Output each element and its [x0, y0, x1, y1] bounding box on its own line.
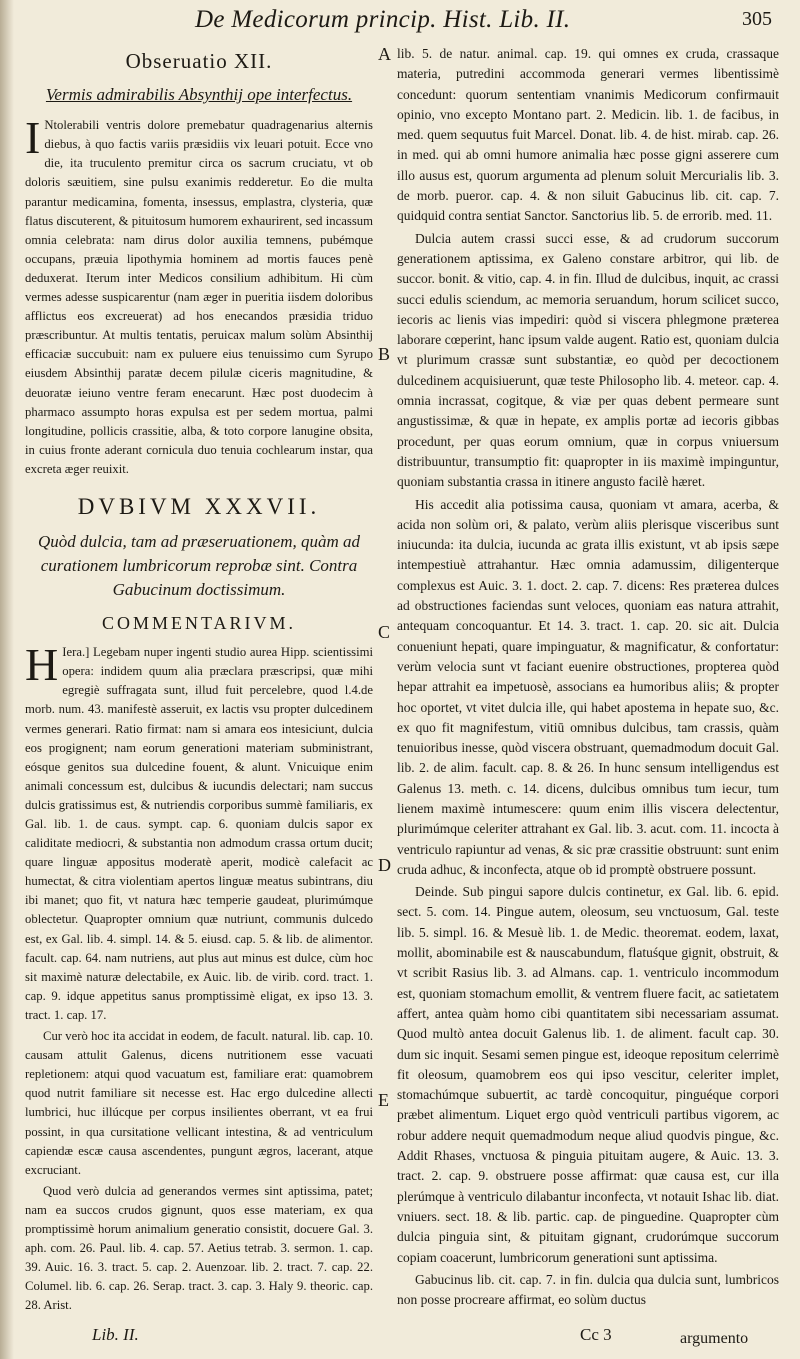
- catchword: argumento: [680, 1330, 749, 1347]
- commentarium-heading: COMMENTARIVM.: [101, 613, 297, 634]
- signature-mark: Cc 3: [580, 1325, 612, 1344]
- body-paragraph: Deinde. Sub pingui sapore dulcis continetur, ex Gal. lib. 6. epid. sect. 5. com. 14. Pingue autem, oleosum, seu vnctuosum, Gal. teste lib. 5. simpl. 16. & Mesuè lib. 1. de Medic. theoremat. eodem, laxat, mollit, abominabile est & nauscabundum, flatuśque gignit, obstruit, & vt scribit Rasius lib. 3. ad Almans. cap. 1. ventriculo incommodum est, quoniam stomachum emollit, & ventrem fluere facit, ac satietatem affert, antea quàm homo cibi quantitatem sibi necessariam assumat. Quod multò antea docuit Galenus lib. 1. de aliment. facult cap. 30. dum sic inquit. Sesami semen pingue est, ideoque repositum celerrimè fit oleosum, quamobrem eos qui ipso vescitur, celeriter implet, stomachúmque subuertit, ac tardè concoquitur, pinguéque corpori præbet alimentum. Liquet ergo quòd ventriculi partibus vigorem, ac robur addere nequit quemadmodum neque aliud quodvis pingue, &c. Addit Rhases, vnctuosa & pinguia pituitam augere, & Auic. 13. 3. tract. 2. cap. 9. obstruere posse affirmat: quæ causa est, cur illa plerúmque à ventriculo dilabantur inconfecta, vt notauit Ishac lib. diat. vniuers. sect. 18. & lib. partic. cap. de pinguedine. Quapropter cùm dulcia pinguia sint, & pituitam gignant, crudorúmque succorum copiam coacerunt, lumbricorum generationi sunt aptissima.: [397, 884, 779, 1265]
- margin-letter: B: [378, 344, 391, 364]
- commentary-paragraph: [25, 639, 373, 1025]
- margin-letter: A: [378, 44, 391, 64]
- margin-letter: E: [378, 1090, 389, 1110]
- right-column: [397, 44, 779, 1310]
- page-number: 305: [742, 8, 772, 30]
- commentary-paragraph: Quod verò dulcia ad generandos vermes sint aptissima, patet; nam ea succos crudos gignunt, quos esse materiam, ex qua promptissimè horum animalium generatio consistit, docuere Gal. 3. aph. com. 26. Paul. lib. 4. cap. 57. Aetius tetrab. 3. sermon. 1. cap. 39. Auic. 16. 3. tract. 5. cap. 2. Auenzoar. lib. 2. tract. 7. cap. 22. Columel. lib. 6. cap. 26. Serap. tract. 3. cap. 3. Haly 9. theoric. cap. 28. Arist.: [25, 1183, 373, 1313]
- body-paragraph: lib. 5. de natur. animal. cap. 19. qui omnes ex cruda, crassaque materia, putredini accommoda generari vermes libentissimè concedunt: quorum sententiam vnanimis Medicorum confirmauit opinio, vno excepto Montano part. 2. Medicin. lib. 1. de facibus, in med. quem sequutus fuit Marcel. Donat. lib. 4. de hist. mirab. cap. 26. in med. qui ab omni humore animalia hæc posse gigni asserere cum illo ausus est, quorum argumenta ad plenum soluit Mercurialis lib. 3. de morb. pueror. cap. 4. & non siluit Gabucinus lib. cit. cap. 7. quidquid contra sentiat Sanctor. Sanctorius lib. 5. de errorib. med. 11.: [397, 46, 779, 224]
- drop-cap: I: [25, 112, 41, 164]
- observation-subtitle: Vermis admirabilis Absynthij ope interfectus.: [45, 85, 353, 105]
- body-paragraph: His accedit alia potissima causa, quoniam vt amara, acerba, & acida non solùm ori, & palato, verùm aliis plerisque visceribus sunt iniucunda: ita dulcia, iucunda ac grata illis existunt, vt ab ipsis sæpe intempestiuè attrahantur. Hæc omnia adamussim, diligenterque complexus est Auic. 3. 1. doct. 2. cap. 7. dicens: Res præterea dulces ad obstructiones faciendas sunt veloces, quoniam eas natura attrahit, antequam concoquantur. Et 14. 3. tract. 1. cap. 20. sic ait. Dulcia conueniunt hepati, quare impinguatur, & magnificatur, & confortatur: verùm velocia sunt vt faciant euenire obstructiones, propterea quòd hepar attrahit ea impetuosè, associans ea humoribus aliis; & propter hoc oportet, vt vitet dulcia ille, qui habet apostema in hepate suo, &c. ex quo fit magnifestum, vitiū omnibus dulcibus, tam crassis, quàm tenuioribus inesse, quòd viscera obstruant, quemadmodum docuit Gal. lib. 2. de alim. facult. cap. 8. & 26. In hunc sensum intelligendus est Galenus 13. meth. c. 14. dicens, dulcibus omnibus tum iecur, tum lienem maximè intumescere: quum enim illis viscera delectentur, plurimúmque celeriter attrahant ex Gal. lib. 3. acut. com. 11. incocta à ventriculo rapiuntur ad venas, & sic præ crassitie obstruunt: sunt enim cruda adhuc, & inconfecta, atque ob id promptè obstruere possunt.: [397, 496, 779, 877]
- observation-text: Ntolerabili ventris dolore premebatur quadragenarius alternis diebus, à quo factis variis præsidiis vix leuari potuit. Ecce vno die, ita truculento premitur circa os sacrum cruciatu, vt ob doloris sæuitiem, sine pulsu exanimis redderetur. Eo die multa parantur medicamina, fomenta, insessus, emplastra, clysteria, quæ flatus discuterent, & pituitosum humorem exhaurirent, sed incassum omnia celebrata: nam dirus dolor auxilia temnens, pubémque occupans, præuia lipothymia hominem ad mortis fauces penè deduxerat. Iterum inter Medicos consilium adhibitum. Hi cùm vermes adesse suspicarentur (nam æger in pueritia iisdem doloribus afflictus eos excreuerat) ad hos enecandos præsidia triduo præscribuntur. At multis tentatis, peruicax malum solùm Absinthij efficaciæ succubuit: nam ex puluere eius tenuissimo cum Syrupo eiusdem Absinthij paratæ decem pilulæ ciceris magnitudine, & deuoratæ ieiuno ventre feram enecarunt. Hæc post duodecim à pharmaco assumpto horas expulsa est per sedem mortua, palmi longitudine, pollicis crassitie, alba, & toto corpore lanugine obsita, in cuius fronte aderant cornicula duo tenuia cochlearum instar, qua excreta æger reuixit.: [25, 118, 373, 476]
- commentary-text: Iera.] Legebam nuper ingenti studio aurea Hipp. scientissimi opera: indidem quum alia præclara præscripsi, quæ mihi egregiè suffragata sunt, illud fuit percelebre, quod l.4.de morb. num. 43. manifestè asseruit, ex lactis vsu propter dulcedinem vermes generari. Ratio firmat: nam si amara eos intesiciunt, dulcia eos progignent; nam eorum generationi materiam subministrant, eósque genitos sua dulcedine fouent, & alunt. Vnicuique enim animali concessum est, dulcibus & iucundis delectari; nam succus dulcis gratissimus est, & nutriendis corporibus summè familiaris, ex Gal. lib. 1. de caus. sympt. cap. 6. quoniam dulcis sapor ex caliditate mediocri, & substantia non admodum crassa ortum ducit; quare linguæ appositus moderatè aperit, modicè calefacit ac humectat, & citra violentiam apertos linguæ meatus subintrans, diu ibi manet; quo fit, vt natura hæc temperie gaudeat, plurimúmque oblectetur. Quapropter omnium quæ nutriunt, communis dulcedo est, ex Gal. lib. 4. simpl. 14. & 5. eiusd. cap. 5. & lib. de alimentor. facult. cap. 64. nam nutriens, aut plus aut minus est dulce, cùm hoc sit maximè naturæ delectabile, ex Auic. lib. de virib. cord. tract. 1. cap. 9. idque appetitus sanus promptissimè eligat, ex ipso 13. 3. tract. 1. cap. 17.: [25, 645, 373, 1022]
- gutter-shadow: [0, 0, 14, 1359]
- footer-book-label: Lib. II.: [92, 1325, 139, 1344]
- drop-cap: H: [25, 639, 59, 691]
- observation-paragraph: [25, 112, 373, 479]
- margin-letter: D: [378, 855, 391, 875]
- dubium-subtitle: Quòd dulcia, tam ad præseruationem, quàm ad curationem lumbricorum reprobæ sint. Contra Gabucinum doctissimum.: [37, 532, 361, 600]
- body-paragraph: Dulcia autem crassi succi esse, & ad crudorum succorum generationem aptissima, ex Galeno constare arbitror, qui lib. de succor. bonit. & vitio, cap. 4. in fin. Illud de dulcibus, inquit, ac crassi succi edulis sciendum, ac memoria seruandum, horum scilicet succo, iecoris ac lienis vias impediri: quòd si viscera phlegmone præterea laborare cœperint, hanc ipsum valde augent. Ratio est, quoniam dulcia vt plurimum crassæ sunt substantiæ, eo quòd per decoctionem dulcedinem acquisiuerunt, quæ teste Philosopho lib. 4. meteor. cap. 4. omnia incrassat, cogitque, & viæ per quas debent permeare sunt angustissimæ, & quæ in hepate, ex amplis portæ ad iecoris gibbas procedunt, per quas eorum omnium, quæ in corpus vniuersum distribuuntur, transumptio fit: quapropter in iis maximè impinguntur, quoniam substantia crassa in itinere angusto facilè hæret.: [397, 230, 779, 490]
- margin-letter: C: [378, 622, 391, 642]
- running-head: De Medicorum princip. Hist. Lib. II.: [195, 6, 571, 33]
- dubium-title: DVBIVM XXXVII.: [77, 493, 321, 519]
- left-column: [25, 44, 373, 1315]
- body-paragraph: Gabucinus lib. cit. cap. 7. in fin. dulcia qua dulcia sunt, lumbricos non posse procreare affirmat, eo solùm ductus: [397, 1271, 779, 1308]
- commentary-paragraph: Cur verò hoc ita accidat in eodem, de facult. natural. lib. cap. 10. causam attulit Galenus, dicens nutritionem esse vacuati repletionem: atqui quod vacuatum est, familiare erat: quamobrem quod nutrit familiare sit necesse est. Hac ergo dulcedine allecti lumbrici, huc illúcque per corpus insilientes oberrant, vt ea frui possint, in qua cursitatione vellicant intestina, & ad ventriculum capiendæ escæ causa ascendentes, pungunt ægros, lacerant, atque excruciant.: [25, 1029, 373, 1177]
- observation-title: Obseruatio XII.: [125, 49, 273, 73]
